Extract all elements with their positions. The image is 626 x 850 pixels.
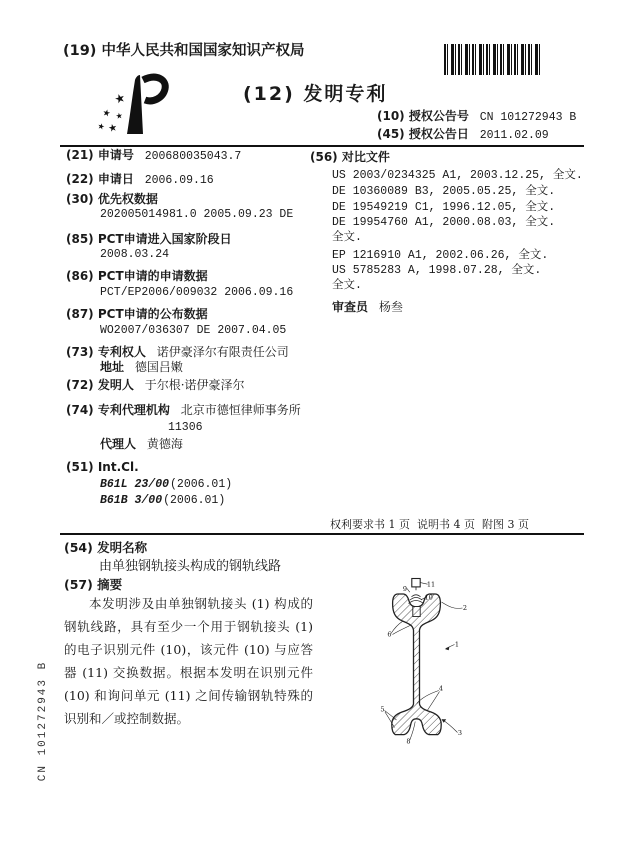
pct-publication-data-label: (87) PCT申请的公布数据 (66, 307, 208, 321)
ref-4: 4 (438, 684, 444, 693)
ref-10: 10 (424, 593, 433, 602)
document-type-title: (12) 发明专利 (243, 83, 388, 105)
patentee-value: 诺伊豪泽尔有限责任公司 (156, 345, 289, 359)
citation-item: 全文. (332, 231, 362, 244)
inventor-value: 于尔根·诺伊豪泽尔 (144, 378, 245, 392)
svg-text:★: ★ (101, 108, 112, 120)
agency-code: 11306 (168, 421, 203, 434)
ipc-version: (2006.01) (170, 478, 233, 491)
field-int-cl (66, 460, 139, 475)
ipc-code: B61L 23/00 (100, 478, 170, 491)
examiner-value: 杨叁 (378, 300, 403, 314)
field-patentee (66, 345, 289, 360)
pages-info-line: 权利要求书 1 页 说明书 4 页 附图 3 页 (330, 518, 529, 531)
abstract-label: (57) 摘要 (64, 577, 123, 592)
arrow-3 (442, 719, 447, 723)
ref-8: 8 (406, 737, 411, 746)
svg-text:★: ★ (107, 122, 119, 135)
identification-element (413, 607, 420, 617)
pct-application-data-label: (86) PCT申请的申请数据 (66, 269, 208, 283)
field-citations (310, 150, 390, 165)
ref-11: 11 (426, 580, 436, 589)
field-agent (100, 437, 183, 452)
field-application-number (66, 148, 241, 164)
citation-item: DE 10360089 B3, 2005.05.25, 全文. (332, 185, 556, 198)
patentee-label: (73) 专利权人 (66, 345, 146, 359)
pct-national-date-label: (85) PCT申请进入国家阶段日 (66, 232, 232, 246)
int-cl-label: (51) Int.Cl. (66, 460, 139, 474)
ipc-code: B61B 3/00 (100, 494, 163, 507)
middle-divider (60, 533, 584, 535)
ref-2: 2 (462, 604, 468, 612)
grant-date-line (377, 125, 549, 142)
examiner-label: 审查员 (332, 300, 369, 314)
issuing-office: (19) 中华人民共和国国家知识产权局 (63, 43, 305, 59)
filing-date-value: 2006.09.16 (144, 174, 214, 187)
application-number-value: 200680035043.7 (144, 150, 242, 163)
invention-title: 由单独钢轨接头构成的钢轨线路 (99, 559, 282, 574)
field-address (100, 360, 183, 375)
agent-label: 代理人 (100, 437, 137, 451)
grant-date-value: 2011.02.09 (479, 129, 549, 142)
pct-national-date-value: 2008.03.24 (100, 248, 170, 261)
int-cl-entry (100, 492, 225, 508)
field-examiner (332, 300, 403, 315)
ref-9: 9 (402, 585, 408, 593)
priority-data-value: 202005014981.0 2005.09.23 DE (100, 208, 294, 221)
patent-agency-value: 北京市德恒律师事务所 (180, 403, 301, 417)
citation-item: EP 1216910 A1, 2002.06.26, 全文. (332, 249, 549, 262)
priority-data-label: (30) 优先权数据 (66, 192, 158, 206)
inventor-label: (72) 发明人 (66, 378, 134, 392)
citation-item: US 2003/0234325 A1, 2003.12.25, 全文. (332, 169, 583, 182)
citations-label: (56) 对比文件 (310, 150, 390, 164)
barcode (444, 44, 541, 75)
field-filing-date (66, 172, 214, 188)
pct-publication-data-value: WO2007/036307 DE 2007.04.05 (100, 324, 287, 337)
transponder-box (412, 579, 420, 587)
side-publication-code: CN 101272943 B (37, 660, 49, 782)
field-pct-publication-data (66, 307, 208, 322)
field-priority-data (66, 192, 158, 207)
cnipa-logo (86, 70, 176, 150)
ref-1: 1 (454, 640, 460, 649)
citation-item: DE 19954760 A1, 2000.08.03, 全文. (332, 216, 556, 229)
field-patent-agency (66, 403, 301, 418)
ipc-version: (2006.01) (163, 494, 226, 507)
signal-waves-icon (409, 595, 424, 604)
ref-3: 3 (457, 729, 463, 737)
ref-6: 6 (387, 630, 392, 639)
grant-date-label: (45) 授权公告日 (377, 127, 469, 141)
header-divider (60, 145, 584, 147)
svg-text:★: ★ (96, 121, 106, 132)
pct-application-data-value: PCT/EP2006/009032 2006.09.16 (100, 286, 294, 299)
agent-value: 黄德海 (146, 437, 183, 451)
svg-text:★: ★ (112, 90, 128, 107)
grant-number-label: (10) 授权公告号 (377, 109, 469, 123)
patent-agency-label: (74) 专利代理机构 (66, 403, 170, 417)
arrow-1 (445, 647, 450, 651)
svg-text:★: ★ (115, 111, 124, 121)
field-inventor (66, 378, 245, 393)
int-cl-entry (100, 476, 232, 492)
address-label: 地址 (100, 360, 125, 374)
abstract-text: 本发明涉及由单独钢轨接头 (1) 构成的钢轨线路，具有至少一个用于钢轨接头 (1) 的电子识别元件 (10)，该元件 (10) 与应答器 (11) 交换数据。根据本发明在识别元件 (10) 和询问单元 (11) 之间传输钢轨特殊的识别和／或控制数据。 (64, 596, 313, 726)
field-pct-national-date (66, 232, 232, 247)
citation-item: US 5785283 A, 1998.07.28, 全文. (332, 264, 542, 277)
address-value: 德国吕嫩 (134, 360, 183, 374)
citation-item: DE 19549219 C1, 1996.12.05, 全文. (332, 201, 556, 214)
grant-number-value: CN 101272943 B (479, 111, 577, 124)
filing-date-label: (22) 申请日 (66, 172, 134, 186)
rail-cross-section-figure (350, 558, 480, 798)
citation-item: 全文. (332, 279, 362, 292)
field-pct-application-data (66, 269, 208, 284)
invention-title-label: (54) 发明名称 (64, 540, 148, 555)
ref-5: 5 (380, 705, 385, 714)
application-number-label: (21) 申请号 (66, 148, 134, 162)
grant-number-line (377, 107, 576, 124)
